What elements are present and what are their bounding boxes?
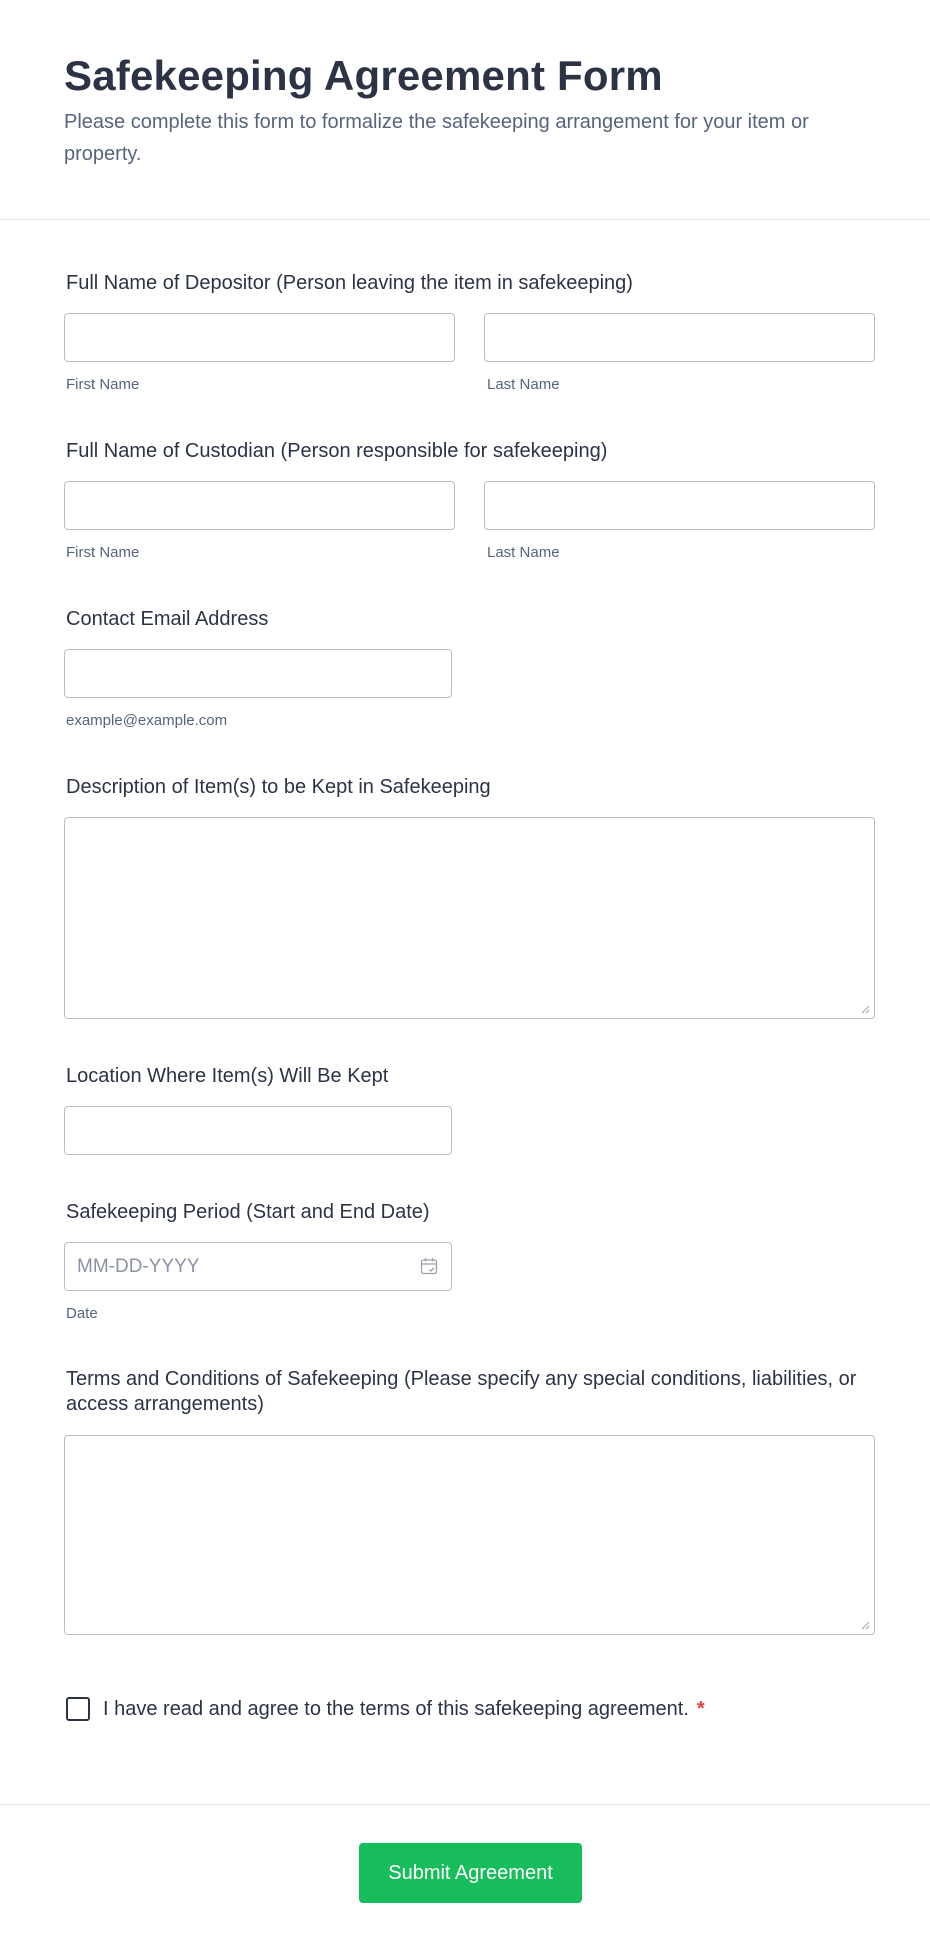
depositor-first-name-input[interactable]: [64, 313, 455, 362]
date-picker[interactable]: [64, 1242, 452, 1291]
email-input[interactable]: [64, 649, 452, 698]
custodian-last-name-input[interactable]: [484, 481, 875, 530]
location-label: Location Where Item(s) Will Be Kept: [66, 1065, 389, 1087]
period-label: Safekeeping Period (Start and End Date): [66, 1201, 430, 1223]
agreement-label[interactable]: [103, 1696, 705, 1722]
page-subtitle: Please complete this form to formalize the safekeeping arrangement for your item or property.: [64, 111, 809, 165]
terms-label: Terms and Conditions of Safekeeping (Please specify any special conditions, liabilities, or access arrangements): [66, 1368, 857, 1415]
required-mark: *: [696, 1698, 705, 1720]
calendar-icon[interactable]: [420, 1257, 438, 1275]
date-sublabel: Date: [66, 1305, 98, 1322]
location-input[interactable]: [64, 1106, 452, 1155]
date-input[interactable]: [64, 1242, 452, 1291]
agreement-checkbox[interactable]: [66, 1697, 90, 1721]
agreement-text: I have read and agree to the terms of this safekeeping agreement.: [103, 1698, 689, 1720]
email-label: Contact Email Address: [66, 608, 269, 630]
resize-grip-icon[interactable]: [860, 1004, 870, 1014]
description-textarea[interactable]: [64, 817, 875, 1019]
custodian-first-name-input[interactable]: [64, 481, 455, 530]
form-footer: [0, 1804, 930, 1952]
depositor-name-label: Full Name of Depositor (Person leaving the item in safekeeping): [66, 272, 633, 294]
description-label: Description of Item(s) to be Kept in Safekeeping: [66, 776, 491, 798]
depositor-first-name-sublabel: First Name: [66, 376, 140, 393]
email-sublabel: example@example.com: [66, 712, 228, 729]
submit-button[interactable]: Submit Agreement: [359, 1843, 582, 1903]
custodian-first-name-sublabel: First Name: [66, 544, 140, 561]
resize-grip-icon[interactable]: [860, 1620, 870, 1630]
custodian-name-label: Full Name of Custodian (Person responsible for safekeeping): [66, 440, 608, 462]
depositor-last-name-sublabel: Last Name: [487, 376, 560, 393]
page-title: Safekeeping Agreement Form: [64, 52, 663, 99]
custodian-last-name-sublabel: Last Name: [487, 544, 560, 561]
terms-textarea[interactable]: [64, 1435, 875, 1635]
depositor-last-name-input[interactable]: [484, 313, 875, 362]
form-header: [0, 0, 930, 220]
